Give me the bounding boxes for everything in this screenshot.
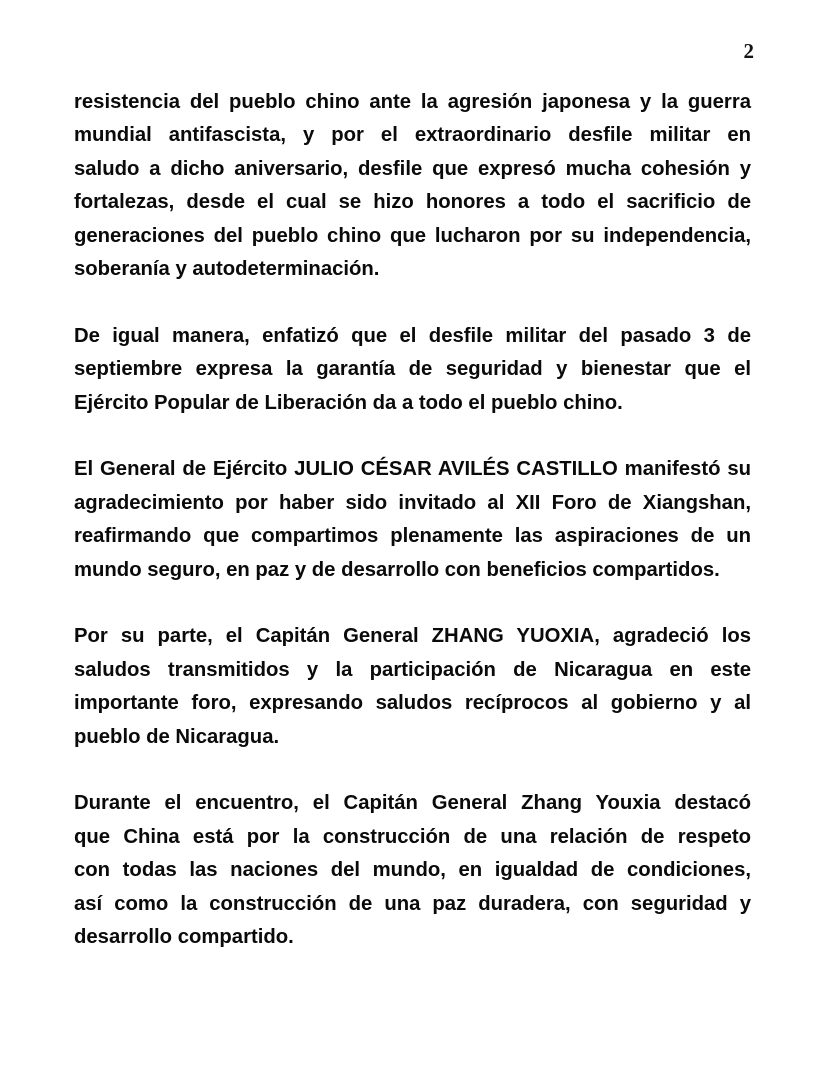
text-line: que China está por la construcción de una relación de respeto — [74, 825, 751, 848]
text-line: Ejército Popular de Liberación da a todo el pueblo chino. — [74, 391, 623, 414]
text-line: fortalezas, desde el cual se hizo honores a todo el sacrificio de — [74, 191, 751, 214]
text-line: septiembre expresa la garantía de seguridad y bienestar que el — [74, 358, 751, 381]
text-line: soberanía y autodeterminación. — [74, 258, 380, 281]
text-line: pueblo de Nicaragua. — [74, 725, 280, 748]
text-line: saludo a dicho aniversario, desfile que expresó mucha cohesión y — [74, 157, 751, 180]
paragraph — [74, 453, 751, 587]
text-line: así como la construcción de una paz duradera, con seguridad y — [74, 892, 751, 915]
text-line: importante foro, expresando saludos recíprocos al gobierno y al — [74, 692, 751, 715]
paragraph — [74, 787, 751, 954]
text-line: De igual manera, enfatizó que el desfile militar del pasado 3 de — [74, 324, 751, 347]
paragraph — [74, 86, 751, 286]
text-line: agradecimiento por haber sido invitado al XII Foro de Xiangshan, — [74, 491, 751, 514]
text-line: desarrollo compartido. — [74, 926, 294, 949]
page-number: 2 — [743, 39, 754, 63]
paragraph — [74, 620, 751, 754]
text-line: El General de Ejército JULIO CÉSAR AVILÉS CASTILLO manifestó su — [74, 458, 751, 481]
text-line: resistencia del pueblo chino ante la agresión japonesa y la guerra — [74, 91, 751, 113]
document-body — [74, 86, 751, 955]
text-line: mundial antifascista, y por el extraordinario desfile militar en — [74, 124, 751, 147]
text-line: mundo seguro, en paz y de desarrollo con beneficios compartidos. — [74, 558, 720, 581]
text-line: con todas las naciones del mundo, en igualdad de condiciones, — [74, 859, 751, 882]
paragraph — [74, 320, 751, 420]
text-line: saludos transmitidos y la participación de Nicaragua en este — [74, 658, 751, 681]
text-line: Por su parte, el Capitán General ZHANG YUOXIA, agradeció los — [74, 625, 751, 648]
text-line: Durante el encuentro, el Capitán General Zhang Youxia destacó — [74, 792, 751, 815]
text-line: generaciones del pueblo chino que lucharon por su independencia, — [74, 224, 751, 247]
text-line: reafirmando que compartimos plenamente las aspiraciones de un — [74, 525, 751, 548]
